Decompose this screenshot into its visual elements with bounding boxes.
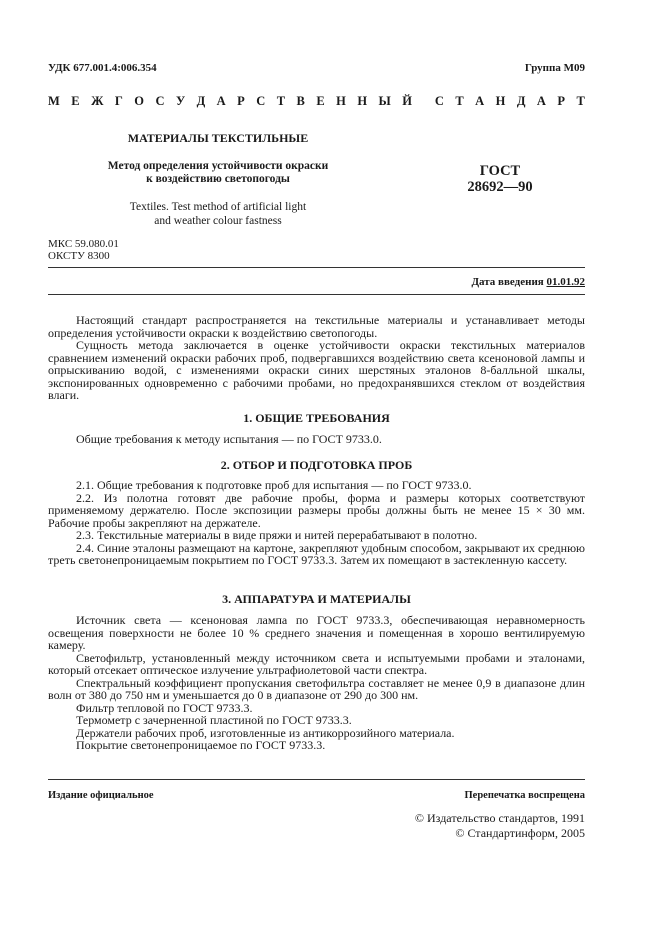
reprint-prohibited-label: Перепечатка воспрещена xyxy=(464,790,585,801)
divider-footer xyxy=(48,779,585,780)
interstate-letter: А xyxy=(536,94,546,108)
interstate-letter: А xyxy=(216,94,226,108)
gost-number: 28692—90 xyxy=(467,179,533,195)
interstate-letter: А xyxy=(475,94,485,108)
interstate-letter: В xyxy=(296,94,305,108)
interstate-letter: Й xyxy=(402,94,412,108)
paragraph: Покрытие светонепроницаемое по ГОСТ 9733.3. xyxy=(76,738,326,752)
paragraph: Термометр с зачерненной пластиной по ГОСТ 9733.3. xyxy=(76,713,352,727)
paragraph: 2.3. Текстильные материалы в виде пряжи и нитей перерабатывают в полотно. xyxy=(76,528,478,542)
interstate-letter: Е xyxy=(71,94,80,108)
paragraph: Держатели рабочих проб, изготовленные из антикоррозийного материала. xyxy=(76,725,455,740)
gost-label: ГОСТ xyxy=(479,163,521,179)
divider-date xyxy=(48,294,585,295)
interstate-letter: Ж xyxy=(91,94,104,108)
paragraph: Спектральный коэффициент пропускания светофильтра составляет не менее 0,9 в диапазоне длин волн от 380 до 750 нм и уменьшается до 0 в диапазоне от 290 до 300 нм. xyxy=(48,675,585,702)
interstate-letter: М xyxy=(48,94,60,108)
section-1-title: 1. ОБЩИЕ ТРЕБОВАНИЯ xyxy=(243,411,390,425)
group-code: Группа М09 xyxy=(524,62,585,74)
official-edition-label: Издание официальное xyxy=(48,790,154,801)
english-title-line-2: and weather colour fastness xyxy=(154,215,282,227)
interstate-letter: Е xyxy=(316,94,325,108)
subtitle-line-2: к воздействию светопогоды xyxy=(146,173,290,185)
paragraph: 2.4. Синие эталоны размещают на картоне, закрепляют удобным способом, закрывают их среднюю треть светонепроницаемым покрытием по ГОСТ 9733.3. Затем их помещают в застекленную кассету. xyxy=(48,540,585,567)
interstate-letter: Р xyxy=(557,94,566,108)
document-title: МАТЕРИАЛЫ ТЕКСТИЛЬНЫЕ xyxy=(127,131,309,145)
paragraph: 2.1. Общие требования к подготовке проб для испытания — по ГОСТ 9733.0. xyxy=(76,478,472,492)
copyright-publisher-1991: © Издательство стандартов, 1991 xyxy=(414,811,585,825)
subtitle-line-1: Метод определения устойчивости окраски xyxy=(107,160,329,172)
interstate-letter: Н xyxy=(336,94,346,108)
mks-code: МКС 59.080.01 xyxy=(48,238,119,250)
interstate-standard-heading xyxy=(48,94,585,109)
interstate-letter: Т xyxy=(576,94,585,108)
introduction-date xyxy=(471,276,585,288)
okstu-code: ОКСТУ 8300 xyxy=(48,250,110,262)
paragraph: Фильтр тепловой по ГОСТ 9733.3. xyxy=(76,700,253,715)
paragraph: Сущность метода заключается в оценке устойчивости окраски текстильных материалов сравнением изменений окраски рабочих проб, подвергавшихся воздействию света ксеноновой лампы и опрыскиванию водой, с изменениями окраски синих шерстяных эталонов 8-балльной шкалы, экспонированных одновременно с рабочими пробами, но предохранявшихся стеклом от воздействия влаги. xyxy=(48,338,585,402)
paragraph: Источник света — ксеноновая лампа по ГОСТ 9733.3, обеспечивающая неравномерность освещения поверхности не более 10 % среднего значения и помещенная в хорошо вентилируемую камеру. xyxy=(48,613,585,652)
english-title xyxy=(48,200,388,228)
paragraph: Настоящий стандарт распространяется на текстильные материалы и устанавливает методы определения устойчивости окраски к воздействию светопогоды. xyxy=(48,313,585,340)
section-2-title: 2. ОТБОР И ПОДГОТОВКА ПРОБ xyxy=(220,458,413,472)
udk-code: УДК 677.001.4:006.354 xyxy=(48,62,157,74)
paragraph: Общие требования к методу испытания — по ГОСТ 9733.0. xyxy=(76,432,382,446)
interstate-letter: Д xyxy=(196,94,206,108)
section-3-text xyxy=(48,614,585,752)
copyright-publisher-2005: © Стандартинформ, 2005 xyxy=(455,826,585,840)
section-3-title: 3. АППАРАТУРА И МАТЕРИАЛЫ xyxy=(222,592,411,606)
interstate-letter: О xyxy=(134,94,145,108)
interstate-letter: У xyxy=(175,94,186,108)
document-subtitle xyxy=(48,160,388,186)
paragraph: 2.2. Из полотна готовят две рабочие пробы, форма и размеры которых соответствуют применяемому держателю. После экспозиции размеры пробы должны быть не менее 15 × 30 мм. Рабочие пробы закрепляют на держателе. xyxy=(48,490,585,530)
interstate-letter: Д xyxy=(516,94,526,108)
interstate-letter: С xyxy=(155,94,165,108)
date-label: Дата введения xyxy=(471,276,547,288)
interstate-letter: Ы xyxy=(378,94,391,108)
divider-top xyxy=(48,267,585,268)
intro-text xyxy=(48,314,585,402)
section-1-text xyxy=(48,433,585,446)
english-title-line-1: Textiles. Test method of artificial light xyxy=(129,201,307,213)
interstate-letter: Н xyxy=(357,94,368,108)
classification-codes xyxy=(48,238,119,262)
date-value: 01.01.92 xyxy=(546,276,585,288)
interstate-letter: Н xyxy=(495,94,506,108)
interstate-letter: С xyxy=(256,94,266,108)
paragraph: Светофильтр, установленный между источником света и испытуемыми пробами и эталонами, который отсекает оптическое излучение ультрафиолетовой части спектра. xyxy=(48,650,585,677)
interstate-letter: Т xyxy=(455,94,464,108)
interstate-letter: С xyxy=(434,94,444,108)
gost-designation xyxy=(440,163,560,195)
interstate-letter: Р xyxy=(237,94,245,108)
section-2-text xyxy=(48,479,585,567)
interstate-letter: Г xyxy=(114,94,123,108)
interstate-letter: Т xyxy=(276,94,286,108)
